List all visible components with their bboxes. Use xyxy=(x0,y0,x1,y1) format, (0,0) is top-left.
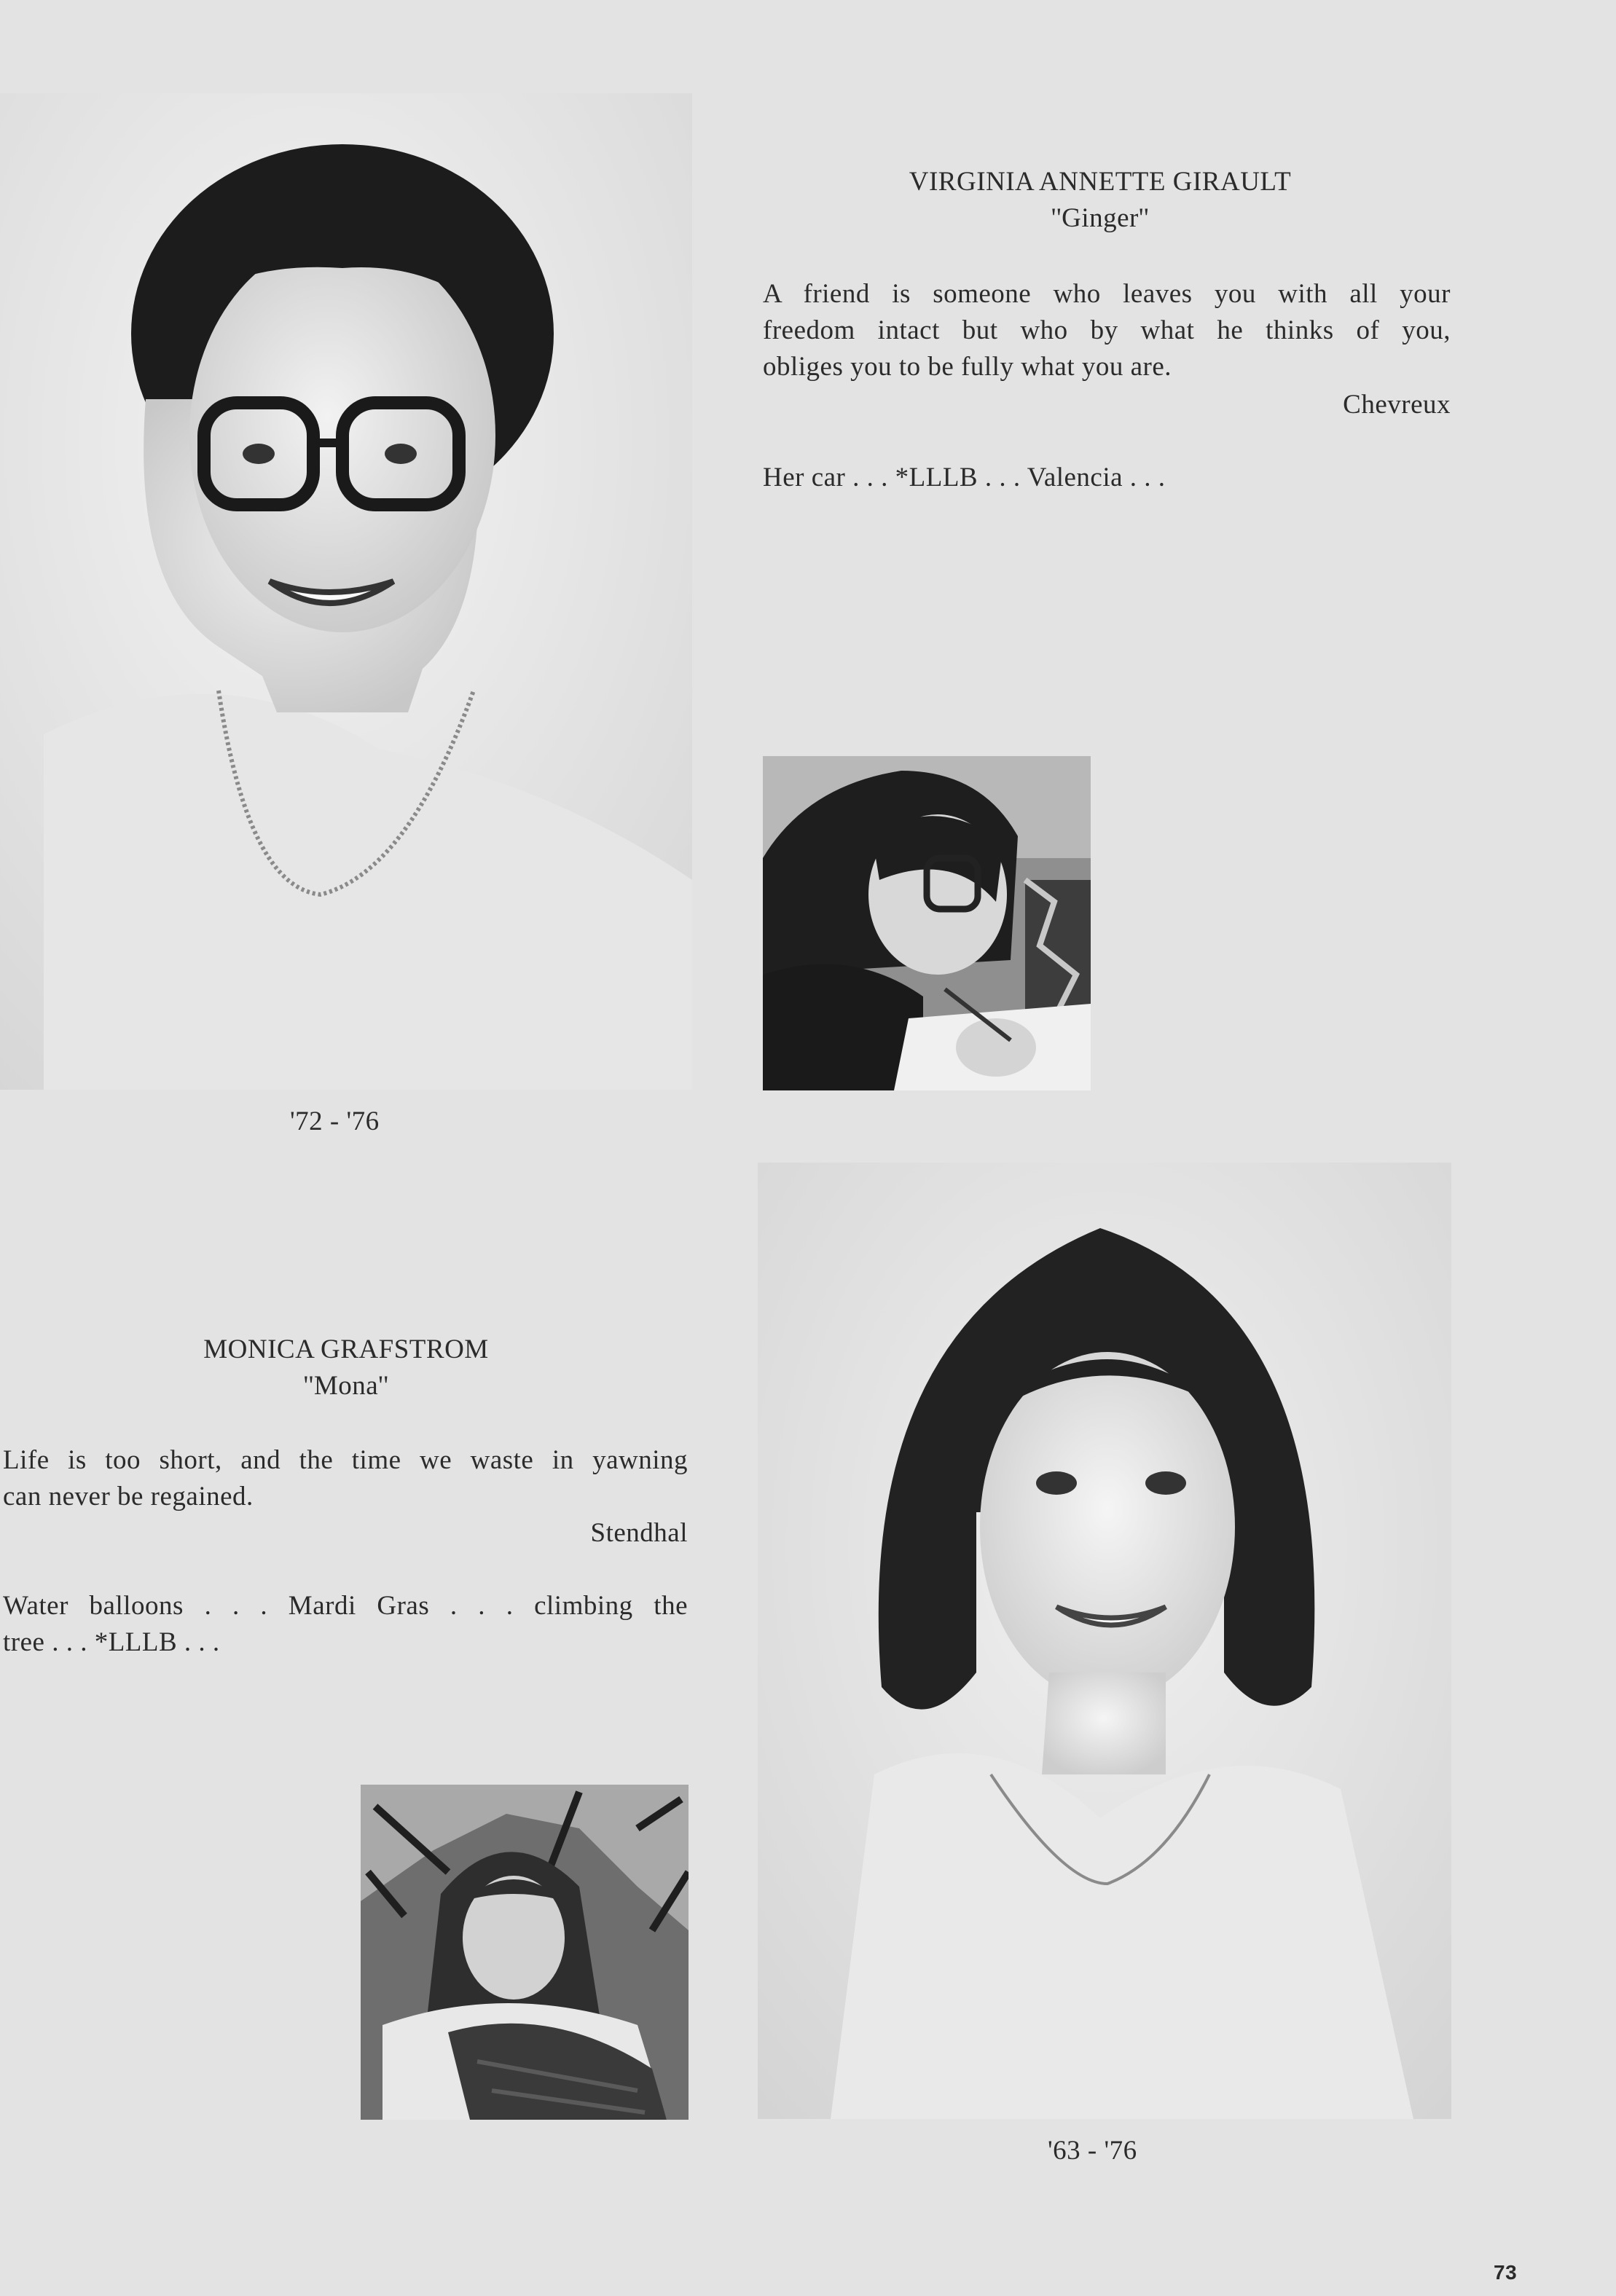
virginia-quote-author: Chevreux xyxy=(1343,390,1451,420)
monica-memories-line: tree . . . *LLLB . . . xyxy=(3,1627,220,1657)
monica-portrait-photo xyxy=(758,1163,1451,2119)
virginia-candid-photo xyxy=(763,756,1091,1090)
virginia-nickname: ''Ginger'' xyxy=(1051,203,1150,233)
monica-nickname: ''Mona'' xyxy=(303,1371,389,1401)
monica-memories-line: Water balloons . . . Mardi Gras . . . climbing the xyxy=(3,1591,688,1621)
monica-quote-line: can never be regained. xyxy=(3,1482,254,1511)
virginia-memories: Her car . . . *LLLB . . . Valencia . . . xyxy=(763,463,1166,492)
virginia-portrait-photo xyxy=(0,93,692,1090)
virginia-quote-line: obliges you to be fully what you are. xyxy=(763,352,1172,382)
monica-years: '63 - '76 xyxy=(1048,2136,1137,2166)
virginia-quote-line: freedom intact but who by what he thinks of you, xyxy=(763,315,1451,345)
virginia-name: VIRGINIA ANNETTE GIRAULT xyxy=(909,167,1292,197)
virginia-quote-line: A friend is someone who leaves you with all your xyxy=(763,279,1451,309)
monica-quote-author: Stendhal xyxy=(590,1518,688,1548)
virginia-years: '72 - '76 xyxy=(290,1106,380,1136)
monica-name: MONICA GRAFSTROM xyxy=(203,1334,489,1364)
monica-candid-photo xyxy=(361,1785,689,2120)
monica-quote-line: Life is too short, and the time we waste in yawning xyxy=(3,1445,688,1475)
page-number: 73 xyxy=(1494,2261,1518,2284)
